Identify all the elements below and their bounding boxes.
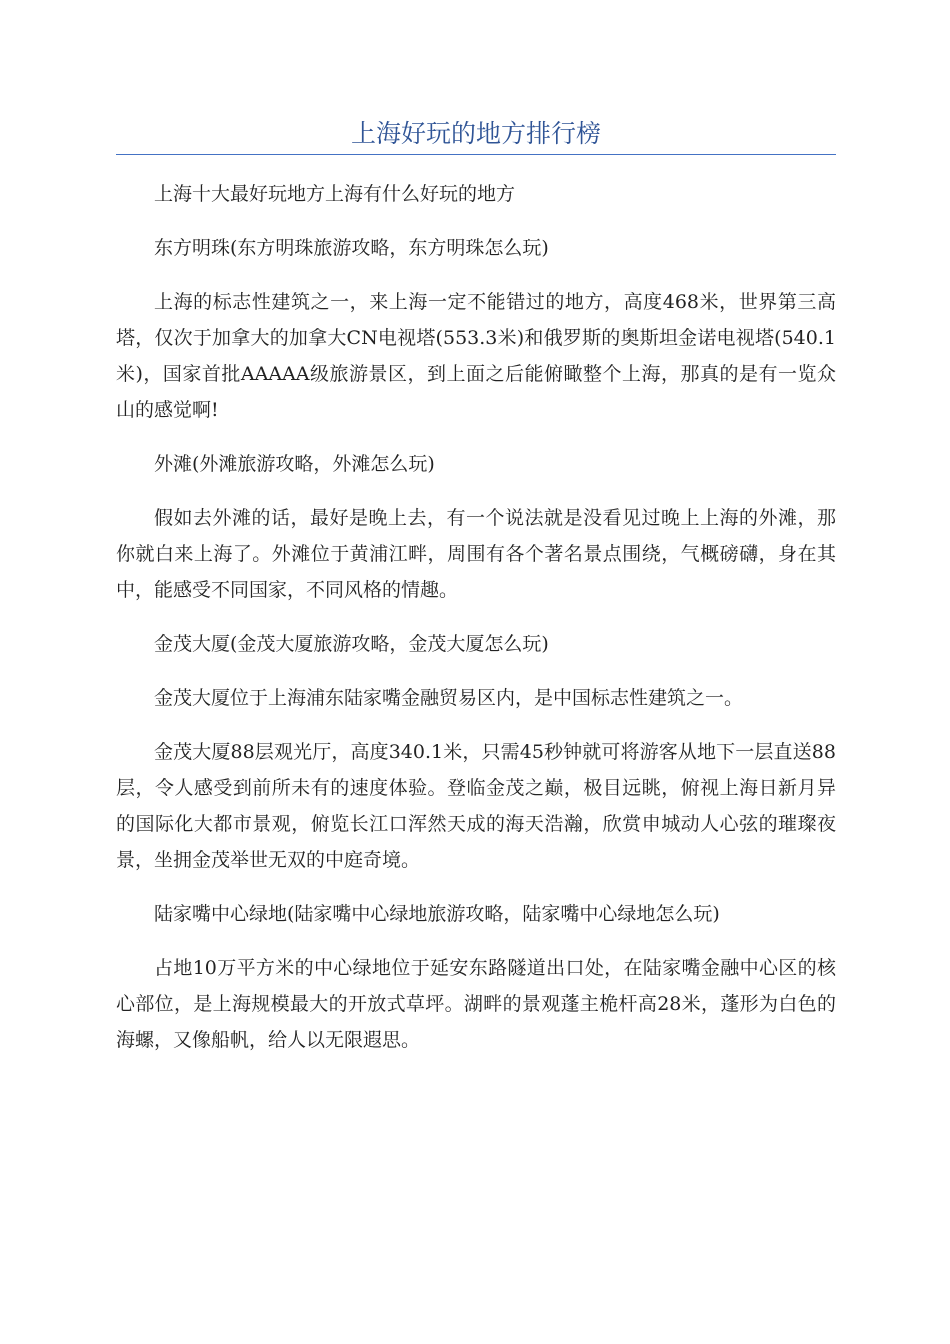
document-title: 上海好玩的地方排行榜 [116, 0, 836, 155]
paragraph-oriental-pearl: 上海的标志性建筑之一，来上海一定不能错过的地方，高度468米，世界第三高塔，仅次于加拿大的加拿大CN电视塔(553.3米)和俄罗斯的奥斯坦金诺电视塔(540.1米)，国家首批AAAAA级旅游景区，到上面之后能俯瞰整个上海，那真的是有一览众山的感觉啊! [116, 291, 836, 421]
heading-jin-mao-tower: 金茂大厦(金茂大厦旅游攻略，金茂大厦怎么玩) [154, 633, 549, 655]
document-page [116, 0, 836, 1076]
paragraph-lujiazui-green: 占地10万平方米的中心绿地位于延安东路隧道出口处，在陆家嘴金融中心区的核心部位，是上海规模最大的开放式草坪。湖畔的景观蓬主桅杆高28米，蓬形为白色的海螺，又像船帆，给人以无限遐思。 [116, 957, 836, 1051]
heading-the-bund: 外滩(外滩旅游攻略，外滩怎么玩) [154, 453, 435, 475]
document-body [116, 176, 836, 1058]
heading-oriental-pearl: 东方明珠(东方明珠旅游攻略，东方明珠怎么玩) [154, 237, 549, 259]
paragraph-jin-mao-intro: 金茂大厦位于上海浦东陆家嘴金融贸易区内，是中国标志性建筑之一。 [154, 687, 744, 709]
paragraph-jin-mao-observation: 金茂大厦88层观光厅，高度340.1米，只需45秒钟就可将游客从地下一层直送88层，令人感受到前所未有的速度体验。登临金茂之巅，极目远眺，俯视上海日新月异的国际化大都市景观，俯览长江口浑然天成的海天浩瀚，欣赏申城动人心弦的璀璨夜景，坐拥金茂举世无双的中庭奇境。 [116, 741, 836, 871]
paragraph-the-bund: 假如去外滩的话，最好是晚上去，有一个说法就是没看见过晚上上海的外滩，那你就白来上海了。外滩位于黄浦江畔，周围有各个著名景点围绕，气概磅礴，身在其中，能感受不同国家，不同风格的情趣。 [116, 507, 836, 601]
paragraph-subtitle: 上海十大最好玩地方上海有什么好玩的地方 [154, 183, 516, 205]
heading-lujiazui-green: 陆家嘴中心绿地(陆家嘴中心绿地旅游攻略，陆家嘴中心绿地怎么玩) [154, 903, 720, 925]
